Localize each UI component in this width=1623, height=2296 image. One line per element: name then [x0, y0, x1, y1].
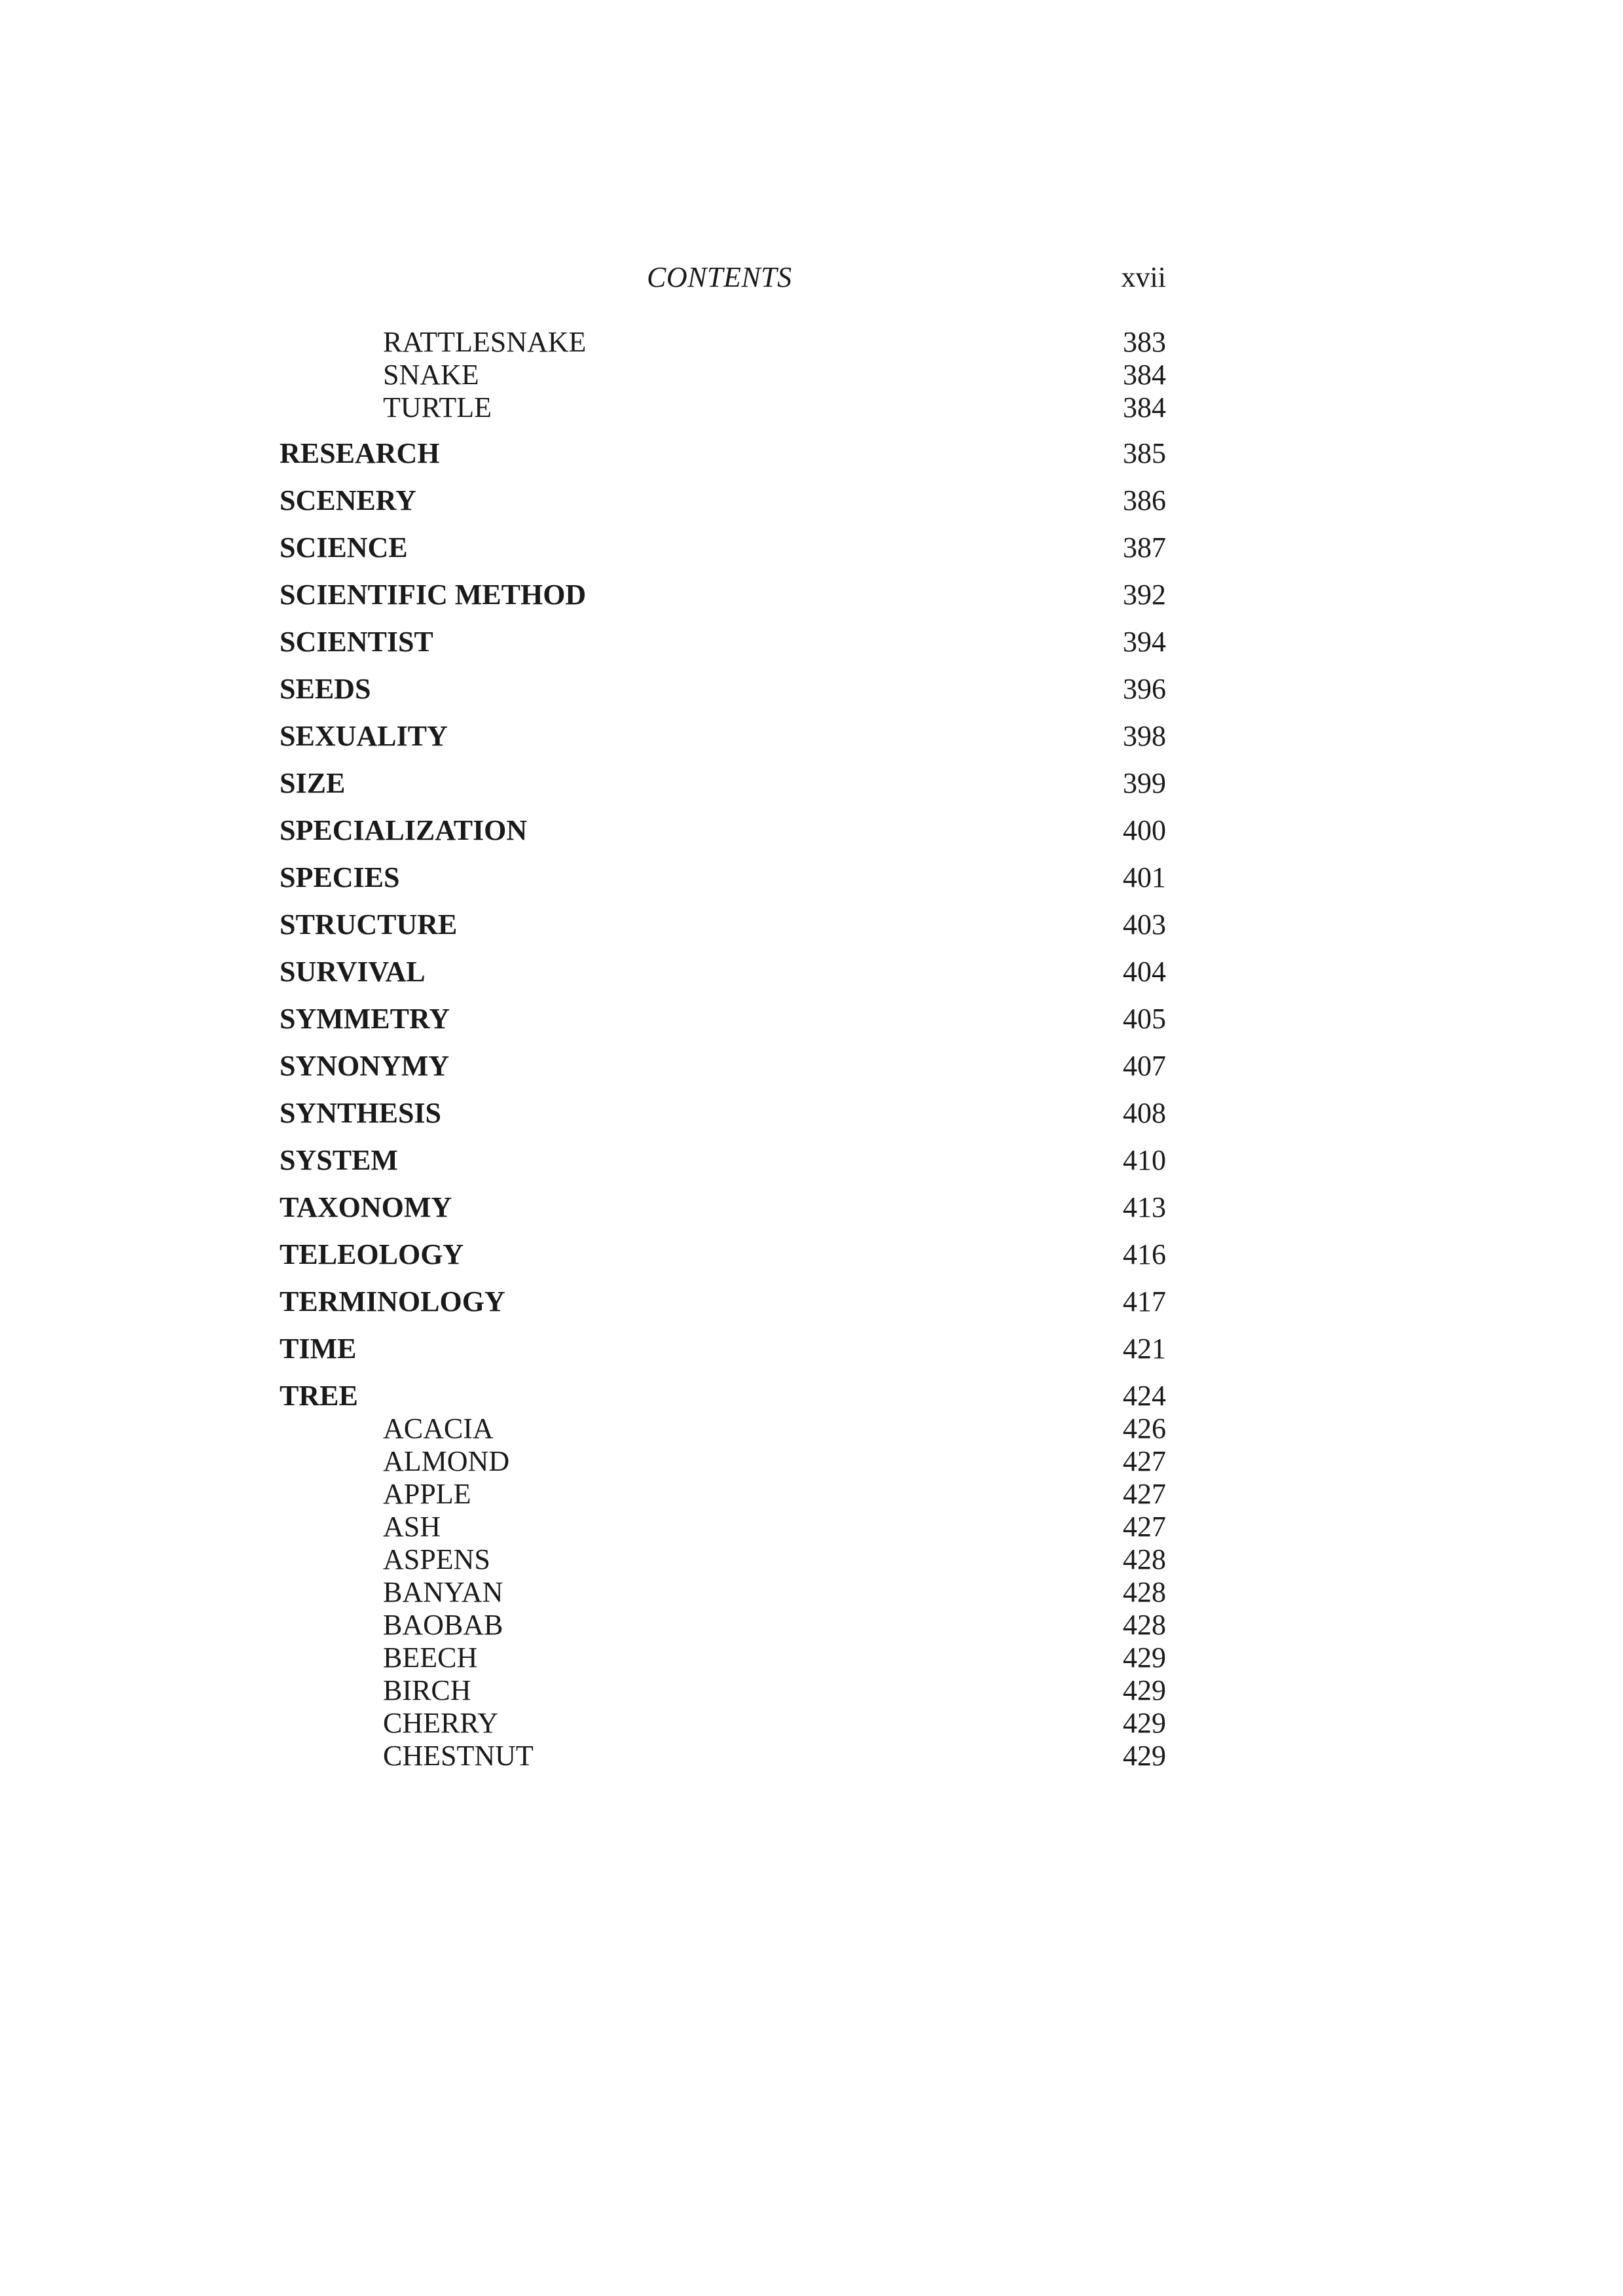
toc-entry-label: APPLE	[383, 1478, 471, 1510]
toc-entry-label: SIZE	[280, 767, 346, 799]
toc-entry-label: SYNTHESIS	[280, 1097, 442, 1129]
toc-entry[interactable]	[280, 673, 1166, 706]
toc-entry[interactable]	[280, 1050, 1166, 1083]
toc-entry-label: CHESTNUT	[383, 1740, 534, 1772]
toc-entry-label: SCIENTIFIC METHOD	[280, 579, 587, 611]
toc-entry[interactable]	[280, 908, 1166, 941]
toc-entry-label: TIME	[280, 1333, 357, 1365]
toc-subentry[interactable]	[280, 359, 1166, 391]
toc-entry-page: 428	[1123, 1543, 1166, 1575]
toc-entry-label: BEECH	[383, 1641, 478, 1674]
toc-entry-page: 417	[1123, 1285, 1166, 1318]
toc-entry-label: TREE	[280, 1380, 358, 1412]
toc-entry-page: 408	[1123, 1097, 1166, 1129]
toc-entry-label: SNAKE	[383, 359, 479, 391]
toc-entry-label: SYMMETRY	[280, 1003, 450, 1035]
toc-entry-page: 424	[1123, 1380, 1166, 1412]
toc-subentry[interactable]	[280, 1445, 1166, 1478]
toc-entry-label: BAOBAB	[383, 1609, 503, 1641]
toc-entry-page: 387	[1123, 531, 1166, 564]
toc-entry[interactable]	[280, 531, 1166, 564]
toc-entry-page: 384	[1123, 391, 1166, 423]
toc-entry[interactable]	[280, 1380, 1166, 1412]
toc-entry-label: TELEOLOGY	[280, 1238, 464, 1270]
toc-entry-page: 429	[1123, 1740, 1166, 1772]
toc-entry-page: 429	[1123, 1707, 1166, 1739]
toc-entry[interactable]	[280, 437, 1166, 470]
toc-entry[interactable]	[280, 626, 1166, 658]
toc-entry-page: 413	[1123, 1191, 1166, 1223]
toc-entry-page: 384	[1123, 359, 1166, 391]
toc-entry-page: 427	[1123, 1511, 1166, 1543]
toc-entry-label: ASPENS	[383, 1543, 490, 1575]
toc-subentry[interactable]	[280, 1511, 1166, 1543]
toc-subentry[interactable]	[280, 1641, 1166, 1674]
toc-entry-page: 401	[1123, 861, 1166, 893]
toc-entry-page: 426	[1123, 1412, 1166, 1444]
toc-entry-page: 428	[1123, 1576, 1166, 1608]
toc-entry[interactable]	[280, 1285, 1166, 1318]
toc-entry-label: ALMOND	[383, 1445, 510, 1477]
toc-subentry[interactable]	[280, 1543, 1166, 1576]
toc-entry-label: TERMINOLOGY	[280, 1285, 505, 1318]
toc-entry-page: 410	[1123, 1144, 1166, 1176]
toc-entry-label: SCIENTIST	[280, 626, 433, 658]
toc-entry-page: 396	[1123, 673, 1166, 705]
toc-entry-page: 429	[1123, 1641, 1166, 1674]
toc-entry[interactable]	[280, 1003, 1166, 1035]
toc-entry[interactable]	[280, 861, 1166, 894]
toc-entry-page: 386	[1123, 484, 1166, 516]
toc-entry[interactable]	[280, 720, 1166, 753]
page-number: xvii	[1121, 261, 1166, 293]
running-title: CONTENTS	[647, 261, 792, 293]
running-header	[0, 260, 1623, 313]
toc-entry-page: 427	[1123, 1478, 1166, 1510]
toc-entry-page: 405	[1123, 1003, 1166, 1035]
toc-entry[interactable]	[280, 767, 1166, 800]
toc-entry-label: STRUCTURE	[280, 908, 458, 941]
toc-entry-page: 421	[1123, 1333, 1166, 1365]
toc-entry-page: 385	[1123, 437, 1166, 469]
toc-entry-label: ACACIA	[383, 1412, 494, 1444]
toc-entry[interactable]	[280, 1097, 1166, 1130]
toc-subentry[interactable]	[280, 1609, 1166, 1641]
toc-entry-label: SCIENCE	[280, 531, 408, 564]
toc-entry-label: BANYAN	[383, 1576, 503, 1608]
toc-entry-label: TAXONOMY	[280, 1191, 452, 1223]
toc-entry[interactable]	[280, 1333, 1166, 1365]
toc-entry[interactable]	[280, 956, 1166, 988]
toc-entry-page: 403	[1123, 908, 1166, 941]
toc-entry-label: SPECIALIZATION	[280, 814, 528, 846]
toc-subentry[interactable]	[280, 1576, 1166, 1609]
toc-entry[interactable]	[280, 1238, 1166, 1271]
toc-subentry[interactable]	[280, 1707, 1166, 1740]
toc-entry-label: SEEDS	[280, 673, 371, 705]
toc-entry-label: SURVIVAL	[280, 956, 426, 988]
toc-entry-page: 427	[1123, 1445, 1166, 1477]
toc-entry[interactable]	[280, 484, 1166, 517]
toc-entry[interactable]	[280, 1144, 1166, 1177]
toc-subentry[interactable]	[280, 391, 1166, 424]
toc-entry[interactable]	[280, 1191, 1166, 1224]
toc-entry-page: 407	[1123, 1050, 1166, 1082]
toc-entry-label: SYNONYMY	[280, 1050, 450, 1082]
toc-entry-label: RATTLESNAKE	[383, 326, 587, 358]
toc-entry-label: ASH	[383, 1511, 441, 1543]
toc-entry-label: SEXUALITY	[280, 720, 448, 752]
toc-subentry[interactable]	[280, 1674, 1166, 1707]
toc-entry-label: CHERRY	[383, 1707, 499, 1739]
toc-entry-page: 398	[1123, 720, 1166, 752]
toc-subentry[interactable]	[280, 1478, 1166, 1511]
toc-entry[interactable]	[280, 579, 1166, 611]
toc-entry-page: 392	[1123, 579, 1166, 611]
toc-entry-page: 399	[1123, 767, 1166, 799]
toc-entry-label: TURTLE	[383, 391, 492, 423]
toc-entry-label: BIRCH	[383, 1674, 471, 1706]
toc-entry-label: SCENERY	[280, 484, 416, 516]
toc-entry-page: 428	[1123, 1609, 1166, 1641]
toc-subentry[interactable]	[280, 326, 1166, 359]
toc-entry-page: 429	[1123, 1674, 1166, 1706]
toc-subentry[interactable]	[280, 1740, 1166, 1772]
toc-entry-page: 416	[1123, 1238, 1166, 1270]
toc-entry-label: SYSTEM	[280, 1144, 398, 1176]
toc-entry-label: SPECIES	[280, 861, 400, 893]
toc-entry-page: 394	[1123, 626, 1166, 658]
toc-entry-page: 383	[1123, 326, 1166, 358]
toc-entry-page: 400	[1123, 814, 1166, 846]
toc-entry[interactable]	[280, 814, 1166, 847]
toc-entry-page: 404	[1123, 956, 1166, 988]
table-of-contents	[280, 326, 1166, 1772]
toc-subentry[interactable]	[280, 1412, 1166, 1445]
toc-entry-label: RESEARCH	[280, 437, 440, 469]
